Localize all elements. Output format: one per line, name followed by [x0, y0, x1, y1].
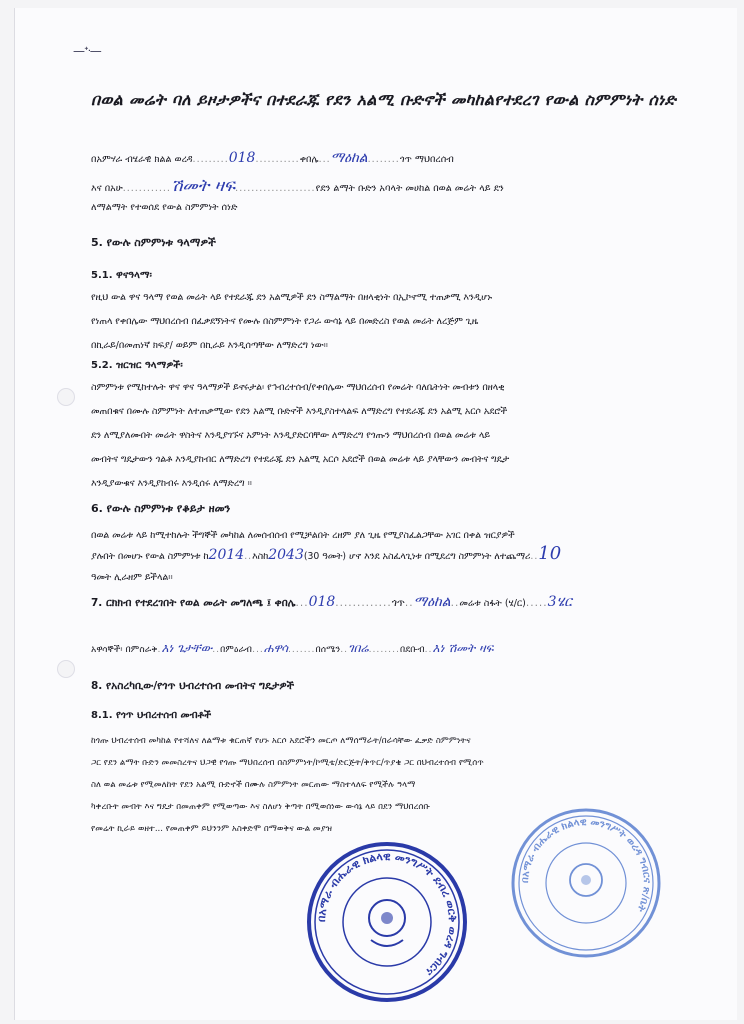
text: በደቡብ	[399, 644, 425, 655]
paragraph-line: የነጠላ የቀበሌው ማህበረሰብ በፈቃደኝነትና የሙሉ በስምምነት የጋራ ውሳኔ ላይ በመድረስ የወል መሬት ለረጅም ጊዜ	[91, 316, 479, 327]
paragraph-line: ስምምነቱ የሚከተሉት ዋና ዋና ዓላማዎች ይኖሩታል፡ የኅብረተሰብ/የቀበሌው ማህበረሰብ የመሬት ባለቤትነት መብቱን በዘላቂ	[91, 382, 505, 393]
intro-line-3: ለማልማት የተወሰደ የውል ስምምነት ሰነድ	[91, 202, 238, 213]
paragraph-line: ጋር የደን ልማት ቡድን መመስረትና ህጋዊ የጎጡ ማህበረሰብ በስምምነት/ኮሚቴ/ድርጅት/ቅጥር/ጥያቄ ጋር በህብረተሰብ የሚሰጥ	[91, 758, 484, 768]
section-6-line-2: ያሉበት በመሆኑ የውል ስምምነቱ ከ2014..እስከ2043(30 ዓመት) ሆኖ እንደ አስፈላጊነቱ በሚደረግ ስምምነት ለተጨማሪ..10	[91, 543, 562, 564]
area-value: 3ሄር	[547, 594, 572, 610]
section-6-heading: 6. የውሉ ስምምነቱ የቆይታ ዘመን	[91, 502, 231, 515]
paragraph-line: ከጎጡ ህብረተሰብ መካከል የተሻለና ለልማቱ ቁርጠኛ የሆኑ አርሶ አደሮችን መርጦ ለማሰማራት/በራሳቸው ፈቃድ ስምምነትና	[91, 736, 471, 746]
intro-text: በአምሃራ ብሄራዊ ክልል ወረዳ	[91, 154, 193, 165]
year-to-value: 2043	[268, 547, 304, 563]
header-scribble: —ᐩᐧ—	[73, 44, 101, 58]
paragraph-line: ስለ ወል መሬቱ የሚመለከት የደን አልሚ ቡድኖች በሙሉ ስምምነት መርጠው ማስተላለፍ የሚችሉ ዓላማ	[91, 780, 416, 790]
text: እስከ	[252, 551, 269, 562]
section-5-2-heading: 5.2. ዝርዝር ዓላማዎች፡	[91, 360, 183, 371]
paragraph-line: ደን ለሚያለሙበት መሬት ዋስትና እንዲያገኙና አምነት እንዲያድርባቸው ለማድረግ የጎጡን ማህበረሰብ በወል መሬቱ ላይ	[91, 430, 490, 441]
section-5-heading: 5. የውሉ ስምምነቱ ዓላማዎች	[91, 236, 216, 249]
document-page	[14, 8, 737, 1020]
intro-text: ጎጥ ማህበረሰብ	[399, 154, 454, 165]
year-from-value: 2014	[208, 547, 245, 563]
intro-text: ቀበሌ	[299, 154, 319, 165]
intro-line-2: እና በአሁ............ሽመት ዛፍ....................የደን ልማት ቡድን አባላት መሀከል በወል መሬት ላይ ደን	[91, 176, 504, 196]
section-5-1-text	[91, 286, 671, 358]
section-6-line-3: ዓመት ሊራዘም ይችላል።	[91, 572, 173, 583]
seal-right-graphic	[509, 806, 663, 960]
intro-text: የደን ልማት ቡድን አባላት መሀከል በወል መሬት ላይ ደን	[315, 183, 504, 194]
south-boundary-value: እነ ሽመት ዛፍ	[432, 641, 494, 655]
text: ያሉበት በመሆኑ የውል ስምምነቱ ከ	[91, 551, 209, 562]
paragraph-line: እንዲያውቁና እንዲያከብሩ እንዲሰሩ ለማድረግ ።	[91, 478, 252, 489]
paragraph-line: በኪራይ/በመጠነኛ ክፍያ/ ወይም በኪራይ እንዲሰጣቸው ለማድረግ ነው።	[91, 340, 328, 351]
s7-kebele-value: 018	[308, 594, 336, 610]
intro-line-1: በአምሃራ ብሄራዊ ክልል ወረዳ.........018...........ቀበሌ...ማዕከል........ጎጥ ማህበረሰብ	[91, 150, 454, 166]
intro-text: እና በአሁ	[91, 183, 123, 194]
svg-text:በአማራ ብሔራዊ ክልላዊ መንግሥት ወረዳ ግብርና: በአማራ ብሔራዊ ክልላዊ መንግሥት ወረዳ ግብርና ጽ/ቤት	[519, 816, 653, 914]
kebele-value: ማዕከል	[330, 150, 368, 166]
punch-hole	[57, 660, 75, 678]
east-boundary-value: እነ ጌታቸው	[161, 641, 213, 655]
text: አዋሳኞች፡ በምስራቅ	[91, 644, 158, 655]
paragraph-line: መጠበቁና በሙሉ ስምምነት ለተጠቃሚው የደን አልሚ ቡድኖች እንዲያስተላልፍ ለማድረግ የተደራጁ ደን አልሚ አርሶ አደሮች	[91, 406, 508, 417]
document-title: በወል መሬት ባለ ይዞታዎችና በተደራጁ የደን አልሚ ቡድኖች መካከልየተደረገ የውል ስምምነት ሰነድ	[91, 90, 677, 109]
text: በምዕራብ	[220, 644, 253, 655]
north-boundary-value: ገበሬ	[348, 641, 369, 655]
section-6-line-1: በወል መሬቱ ላይ ከሚተከሉት ችግኞች መካከል ለመሰብሰብ የሚቻልበት ረዘም ያለ ጊዜ የሚያስፈልጋቸው አገር በቀል ዝርያዎች	[91, 530, 515, 541]
section-5-1-heading: 5.1. ዋናዓላማ፡	[91, 270, 152, 281]
section-5-2-text	[91, 376, 671, 496]
paragraph-line: መብትና ግዴታውን ጎልቶ እንዲያከብር ለማድረግ የተደራጁ ደን አልሚ አርሶ አደሮች በወል መሬቱ ላይ ያላቸውን መብትና ግዴታ	[91, 454, 510, 465]
official-seal-left	[305, 840, 469, 1004]
svg-text:በአማራ ብሔራዊ ክልላዊ መንግሥት ደብረ ወርቅ ወ: በአማራ ብሔራዊ ክልላዊ መንግሥት ደብረ ወርቅ ወረዳ ግብርና	[314, 849, 460, 979]
section-7-line-2: አዋሳኞች፡ በምስራቅ.እነ ጌታቸው..በምዕራብ...ሐዋሳ.......በሰሜን..ገበሬ........በደቡብ..እነ ሽመት ዛፍ	[91, 641, 494, 655]
text: 7. ርክክብ የተደረገበት የወል መሬት መግለጫ ፤ ቀበሌ	[91, 597, 296, 609]
section-8-heading: 8. የአስረካቢው/የጎጥ ህብረተሰብ መብትና ግዴታዎች	[91, 680, 295, 692]
text: መሬቱ ስፋት (ሄ/ር)	[459, 598, 526, 609]
west-boundary-value: ሐዋሳ	[263, 641, 289, 655]
seal-left-graphic	[305, 840, 469, 1004]
paragraph-line: የዚህ ውል ዋና ዓላማ የወል መሬት ላይ የተደራጁ ደን አልሚዎች ደን ስማልማት በዘላቂነት በኢኮኖሚ ተጠቃሚ እንዲሆኑ	[91, 292, 492, 303]
woreda-value: 018	[228, 150, 256, 166]
s7-got-value: ማዕከል	[413, 594, 451, 610]
punch-hole	[57, 388, 75, 406]
extra-years-value: 10	[538, 543, 562, 564]
paragraph-line: የመሬት ኪራይ ወዘተ... የመጠቀም ይህንንም አስቀድሞ በማወቅና ውል መያዝ	[91, 824, 333, 834]
official-seal-right	[509, 806, 663, 960]
text: (30 ዓመት) ሆኖ እንደ አስፈላጊነቱ በሚደረግ ስምምነት ለተጨማሪ	[303, 551, 531, 562]
text: ጎጥ	[391, 597, 405, 609]
text: በሰሜን	[315, 644, 341, 655]
section-8-1-heading: 8.1. የጎጥ ህብረተሰብ መብቶች	[91, 710, 212, 721]
section-7-line-1: 7. ርክክብ የተደረገበት የወል መሬት መግለጫ ፤ ቀበሌ...018.............ጎጥ..ማዕከል..መሬቱ ስፋት (ሄ/ር).....3ሄር	[91, 594, 572, 610]
paragraph-line: ካቀረቡት መብት እና ግዴታ በመጠቀም የሚወጣው እና ስለሆነ ቅጣት በሚወሰነው ውሳኔ ላይ በደን ማህበረሰቡ	[91, 802, 431, 812]
group-name-value: ሽመት ዛፍ	[170, 176, 236, 196]
